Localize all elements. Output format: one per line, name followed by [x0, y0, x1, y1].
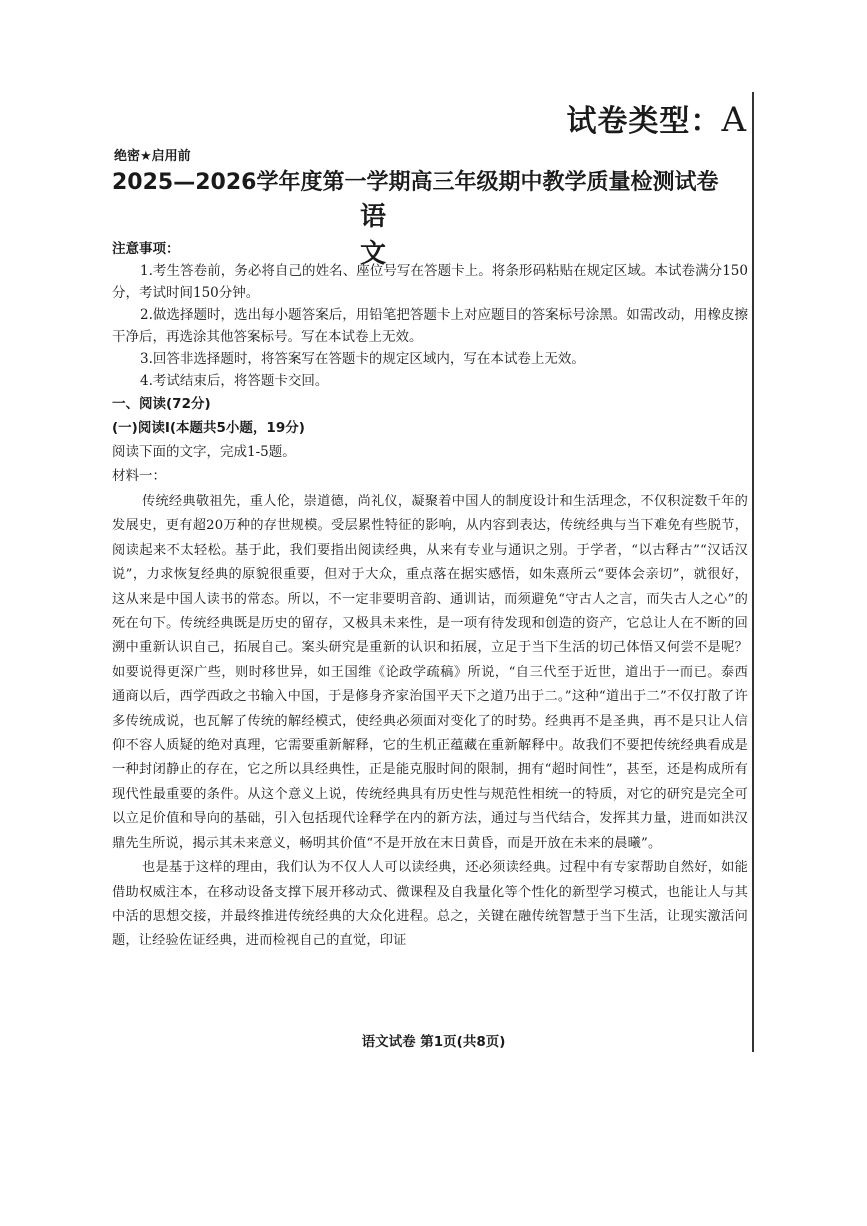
binding-line [752, 92, 754, 1052]
paper-type-letter: A [721, 100, 747, 140]
instruction-text: 阅读下面的文字，完成1-5题。 [112, 444, 296, 460]
note-item: 3.回答非选择题时，将答案写在答题卡的规定区域内，写在本试卷上无效。 [140, 351, 585, 367]
subsection-heading: (一)阅读Ⅰ(本题共5小题，19分) [112, 420, 305, 436]
notes-block [112, 238, 748, 392]
material-label: 材料一： [112, 468, 166, 484]
note-item: 1.考生答卷前，务必将自己的姓名、座位号写在答题卡上。将条形码粘贴在规定区域。本试卷满分150分，考试时间150分钟。 [112, 263, 748, 301]
paper-type [566, 96, 747, 140]
note-item: 2.做选择题时，选出每小题答案后，用铅笔把答题卡上对应题目的答案标号涂黑。如需改动，用橡皮擦干净后，再选涂其他答案标号。写在本试卷上无效。 [112, 307, 748, 345]
part-heading: 一、阅读(72分) [112, 396, 211, 412]
subject-title: 语文 [360, 202, 437, 269]
passage-paragraph: 也是基于这样的理由，我们认为不仅人人可以读经典，还必须读经典。过程中有专家帮助自然好，如能借助权威注本，在移动设备支撑下展开移动式、微课程及自我量化等个性化的新型学习模式，也能让人与其中活的思想交接，并最终推进传统经典的大众化进程。总之，关键在融传统智慧于当下生活，让现实激活问题，让经验佐证经典，进而检视自己的直觉，印证 [112, 860, 748, 949]
paper-type-label: 试卷类型： [566, 104, 722, 139]
note-item: 4.考试结束后，将答题卡交回。 [140, 373, 329, 389]
page-footer: 语文试卷 第1页(共8页) [361, 1034, 506, 1050]
secret-mark: 绝密★启用前 [114, 149, 191, 164]
passage-paragraph: 传统经典敬祖先，重人伦，崇道德，尚礼仪，凝聚着中国人的制度设计和生活理念，不仅积淀数千年的发展史，更有超20万种的存世规模。受层累性特征的影响，从内容到表达，传统经典与当下难免有些脱节，阅读起来不太轻松。基于此，我们要指出阅读经典，从来有专业与通识之别。于学者，“以古释古”“汉话汉说”，力求恢复经典的原貌很重要，但对于大众，重点落在据实感悟，如朱熹所云“要体会亲切”，就很好，这从来是中国人读书的常态。所以，不一定非要明音韵、通训诂，而须避免“守古人之言，而失古人之心”的死在句下。传统经典既是历史的留存，又极具未来性，是一项有待发现和创造的资产，它总让人在不断的回溯中重新认识自己，拓展自己。案头研究是重新的认识和拓展，立足于当下生活的切己体悟又何尝不是呢？如要说得更深广些，则时移世异，如王国维《论政学疏稿》所说，“自三代至于近世，道出于一而已。泰西通商以后，西学西政之书输入中国，于是修身齐家治国平天下之道乃出于二。”这种“道出于二”不仅打散了许多传统成说，也瓦解了传统的解经模式，使经典必须面对变化了的时势。经典再不是圣典，再不是只让人信仰不容人质疑的绝对真理，它需要重新解释，它的生机正蕴藏在重新解释中。故我们不要把传统经典看成是一种封闭静止的存在，它之所以具经典性，正是能克服时间的限制，拥有“超时间性”，甚至，还是构成所有现代性最重要的条件。从这个意义上说，传统经典具有历史性与规范性相统一的特质，对它的研究是完全可以立足价值和导向的基础，引入包括现代诠释学在内的新方法，通过与当代结合，发挥其力量，进而如洪汉鼎先生所说，揭示其未来意义，畅明其价值“不是开放在末日黄昏，而是开放在未来的晨曦”。 [112, 494, 748, 851]
passage [112, 490, 748, 954]
exam-title: 2025—2026学年度第一学期高三年级期中教学质量检测试卷 [112, 170, 719, 195]
notes-heading: 注意事项： [112, 241, 180, 257]
